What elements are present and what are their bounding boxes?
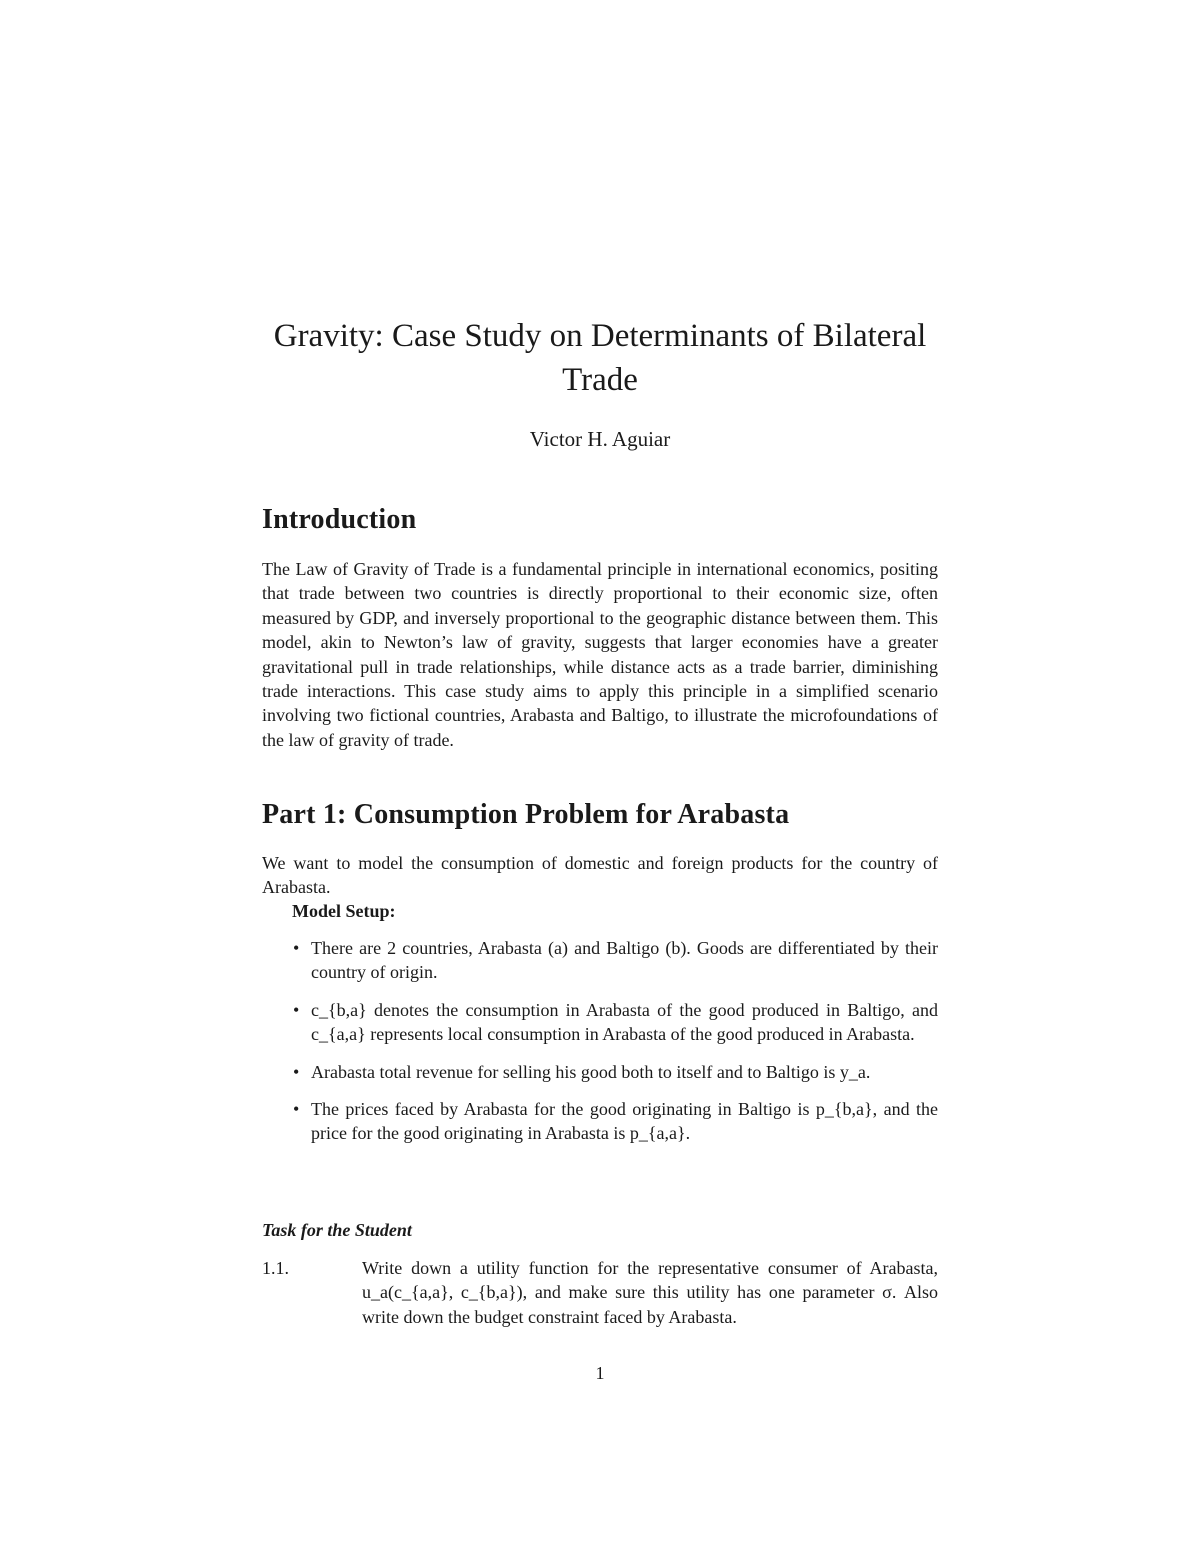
bullet-icon: •: [293, 1061, 300, 1082]
model-setup-label: Model Setup:: [292, 901, 396, 921]
model-setup-list: [262, 936, 938, 1159]
task-text: Write down a utility function for the representative consumer of Arabasta, u_a(c_{a,a}, c_{b,a}), and make sure this utility has one parameter σ. Also write down the budget constraint faced by Arabasta.: [362, 1258, 938, 1327]
bullet-text: There are 2 countries, Arabasta (a) and Baltigo (b). Goods are differentiated by their country of origin.: [311, 938, 938, 983]
author-name: Victor H. Aguiar: [529, 427, 671, 451]
bullet-text: c_{b,a} denotes the consumption in Arabasta of the good produced in Baltigo, and c_{a,a} represents local consumption in Arabasta of the good produced in Arabasta.: [311, 999, 938, 1045]
page-number: 1: [595, 1363, 605, 1383]
bullet-icon: •: [293, 938, 300, 958]
task-heading: Task for the Student: [262, 1220, 412, 1240]
bullet-icon: •: [293, 1099, 300, 1120]
list-item: [262, 936, 938, 985]
bullet-text: Arabasta total revenue for selling his good both to itself and to Baltigo is y_a.: [311, 1061, 871, 1082]
section-heading-introduction: Introduction: [262, 504, 417, 535]
part1-paragraph: We want to model the consumption of domestic and foreign products for the country of Arabasta.: [262, 853, 938, 898]
list-item: [262, 998, 938, 1047]
paper-title: Gravity: Case Study on Determinants of Bilateral Trade: [273, 318, 927, 398]
section-heading-part1: Part 1: Consumption Problem for Arabasta: [262, 799, 790, 830]
bullet-icon: •: [293, 999, 300, 1020]
list-item: [262, 1060, 938, 1084]
task-number: 1.1.: [262, 1258, 289, 1278]
bullet-text: The prices faced by Arabasta for the good originating in Baltigo is p_{b,a}, and the price for the good originating in Arabasta is p_{a,a}.: [311, 1099, 938, 1144]
list-item: [262, 1097, 938, 1146]
introduction-paragraph: The Law of Gravity of Trade is a fundamental principle in international economics, positing that trade between two countries is directly proportional to their economic size, often measured by GDP, and inversely proportional to the geographic distance between them. This model, akin to Newton’s law of gravity, suggests that larger economies have a greater gravitational pull in trade relationships, while distance acts as a trade barrier, diminishing trade interactions. This case study aims to apply this principle in a simplified scenario involving two fictional countries, Arabasta and Baltigo, to illustrate the microfoundations of the law of gravity of trade.: [262, 559, 938, 750]
